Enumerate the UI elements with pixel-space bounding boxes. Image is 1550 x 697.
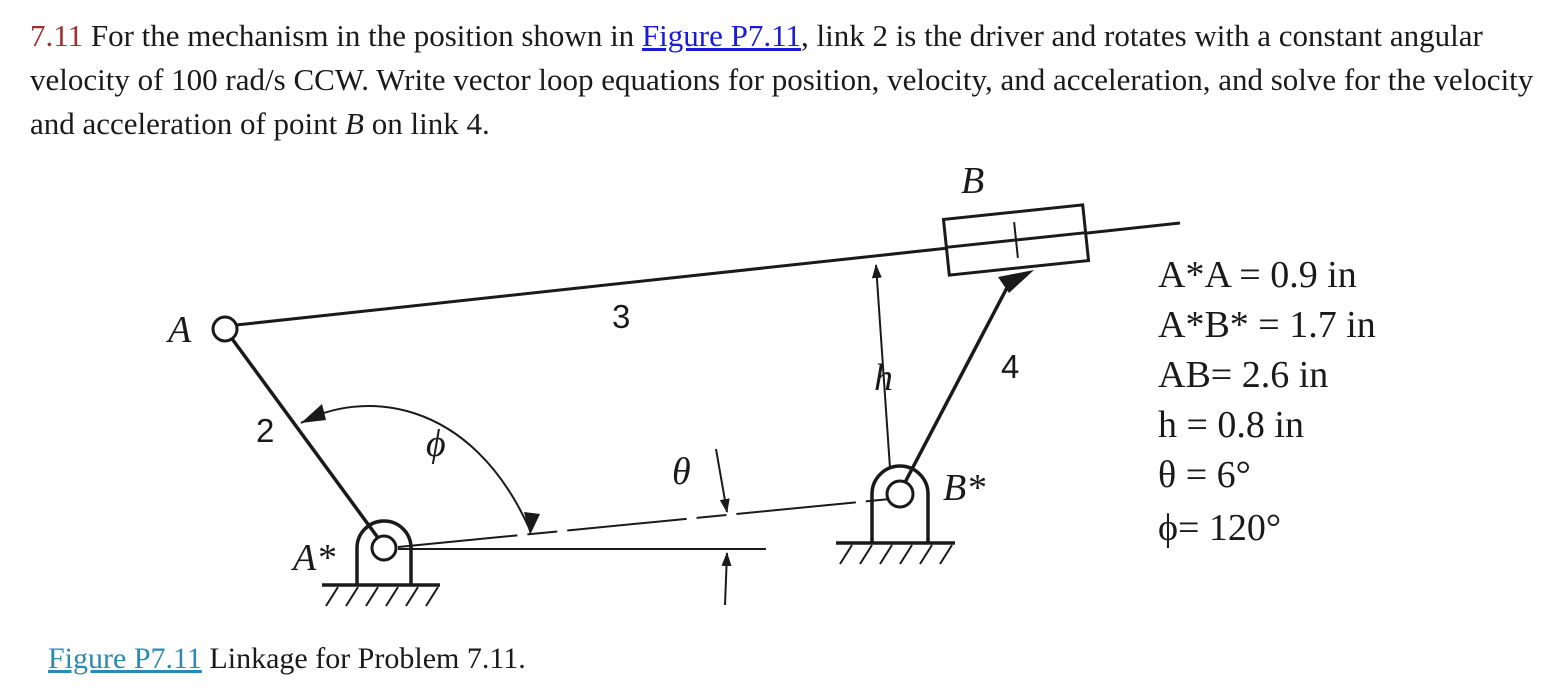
link-4-weld xyxy=(998,270,1034,293)
point-b-ref: B xyxy=(345,106,364,141)
theta-arrow-upper xyxy=(716,449,727,512)
label-phi: ϕ xyxy=(426,423,446,465)
theta-arrow-lower xyxy=(725,553,727,605)
problem-text-3: on link 4. xyxy=(363,106,490,141)
problem-number: 7.11 xyxy=(30,18,84,53)
ground-line-dashed xyxy=(398,499,890,547)
problem-statement xyxy=(30,14,1540,146)
slider-b xyxy=(943,205,1088,275)
given-a-star-b-star: A*B* = 1.7 in xyxy=(1158,304,1376,346)
figure-link[interactable]: Figure P7.11 xyxy=(641,18,801,53)
link-2 xyxy=(230,336,384,546)
problem-text-1: For the mechanism in the position shown in xyxy=(83,18,642,53)
label-link-2: 2 xyxy=(256,412,275,449)
linkage-figure xyxy=(0,150,1550,640)
given-a-star-a: A*A = 0.9 in xyxy=(1158,254,1357,296)
caption-text: Linkage for Problem 7.11. xyxy=(201,642,526,675)
label-link-3: 3 xyxy=(612,298,631,335)
pin-a xyxy=(213,317,237,341)
label-a-star: A* xyxy=(293,537,336,579)
label-theta: θ xyxy=(672,451,691,493)
given-h: h = 0.8 in xyxy=(1158,404,1304,446)
phi-arc xyxy=(301,406,530,530)
given-phi: ϕ= 120° xyxy=(1158,507,1282,549)
label-b-star: B* xyxy=(943,467,986,509)
label-a: A xyxy=(168,309,192,351)
figure-caption xyxy=(48,642,526,676)
link-4 xyxy=(901,282,1010,490)
label-h: h xyxy=(874,357,893,399)
label-b: B xyxy=(961,160,985,202)
ground-pivot-a-star xyxy=(322,521,440,606)
label-link-4: 4 xyxy=(1001,348,1020,385)
phi-arrowhead-start xyxy=(301,404,326,423)
given-ab: AB= 2.6 in xyxy=(1158,354,1329,396)
ground-pivot-b-star xyxy=(836,466,955,564)
problem-text-2: , link 2 is the driver and rotates with a constant angular velocity of 100 rad/s CCW. Write vector loop equations for position, velocity, and acceleration, and solve for the velocity and acceleration of point xyxy=(30,18,1534,141)
caption-figure-link[interactable]: Figure P7.11 xyxy=(48,642,202,675)
given-theta: θ = 6° xyxy=(1158,454,1251,496)
